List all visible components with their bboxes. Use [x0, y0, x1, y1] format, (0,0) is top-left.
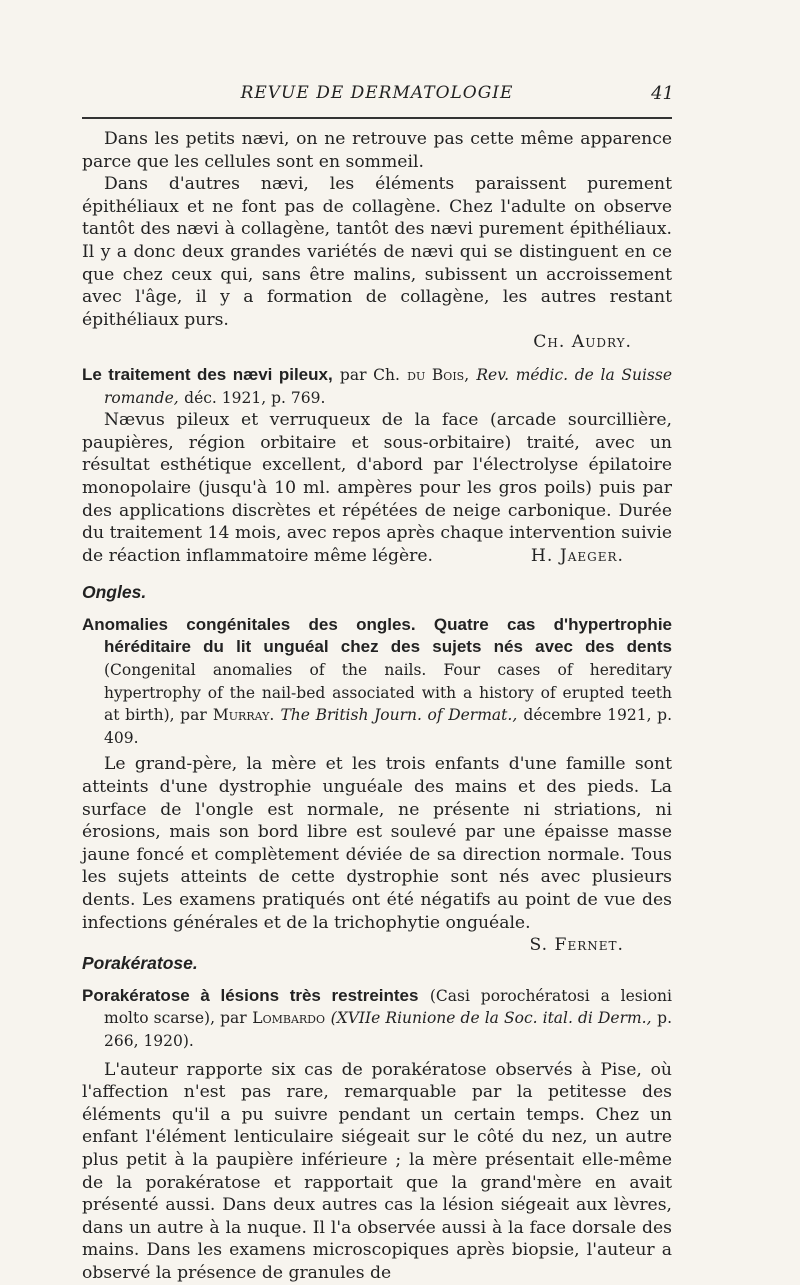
section-heading-ongles: Ongles. — [82, 582, 147, 603]
article-body-text: Nævus pileux et verruqueux de la face (arcade sourcillière, paupières, région orbitaire et sous-orbitaire) traité, avec un résultat esthétique excellent, d'abord par l'électrolyse épilatoire monopolaire (jusqu'à 10 ml. ampères pour les gros poils) puis par des applications discrètes et répétées de neige carbonique. Durée du traitement 14 mois, avec repos après chaque intervention suivie de réaction inflammatoire même légère. — [82, 410, 672, 566]
page-content — [82, 128, 672, 1285]
article-author: du Bois, — [407, 365, 470, 384]
article-header-naevi — [82, 364, 672, 409]
signature-jaeger: H. Jaeger. — [530, 545, 624, 566]
intro-paragraph-2: Dans d'autres nævi, les éléments paraissent purement épithéliaux et ne font pas de collagène. Chez l'adulte on observe tantôt des nævi à collagène, tantôt des nævi purement épithéliaux. Il y a donc deux grandes variétés de nævi qui se distinguent en ce que chez ceux qui, sans être malins, subissent un accroissement avec l'âge, il y a formation de collagène, les autres restant épithéliaux purs. — [82, 174, 672, 330]
article-date: décembre 1921, p. 409. — [104, 706, 673, 747]
article-header-ongles — [82, 614, 672, 750]
article-date: p. 266, 1920). — [104, 1009, 673, 1050]
section-heading-porakeratose: Porakératose. — [82, 953, 198, 974]
article-header-porakeratose — [82, 985, 672, 1053]
article-body-porakeratose: L'auteur rapporte six cas de porakératose observés à Pise, où l'affection n'est pas rare, remarquable par la petitesse des éléments qu'il a pu suivre pendant un certain temps. Chez un enfant l'élément lenticulaire siégeait sur le côté du nez, un autre plus petit à la paupière inférieure ; la mère présentait elle-même de la porakératose et rapportait que la grand'mère en avait présenté aussi. Dans deux autres cas la lésion siégeait aux lèvres, dans un autre à la nuque. Il l'a observée aussi à la face dorsale des mains. Dans les examens microscopiques après biopsie, l'auteur a observé la présence de granules de — [82, 1059, 672, 1283]
article-body-naevi — [82, 409, 672, 567]
article-title-porakeratose: Porakératose à lésions très restreintes — [82, 985, 419, 1005]
article-reference: (Congenital anomalies of the nails. Four cases of hereditary hypertrophy of the nail-bed associated with a history of erupted teeth at birth), par — [104, 661, 672, 725]
article-date: déc. 1921, p. 769. — [184, 388, 326, 407]
header-rule — [82, 117, 672, 119]
article-title-ongles: Anomalies congénitales des ongles. Quatre cas d'hypertrophie héréditaire du lit unguéal chez des sujets nés avec des dents — [82, 614, 672, 657]
article-author-prefix: par Ch. — [339, 365, 400, 384]
page-number: 41 — [651, 83, 674, 104]
article-reference: (Casi porochératosi a lesioni molto scarse), par — [104, 986, 672, 1028]
article-title-naevi: Le traitement des nævi pileux, — [82, 364, 333, 384]
article-journal: (XVIIe Riunione de la Soc. ital. di Derm., — [330, 1009, 652, 1028]
article-journal: The British Journ. of Dermat., — [280, 706, 518, 725]
page-header — [82, 83, 672, 111]
running-title: REVUE DE DERMATOLOGIE — [240, 83, 514, 103]
article-author: Lombardo — [252, 1009, 326, 1028]
article-journal: Rev. médic. de la Suisse romande, — [104, 365, 673, 407]
article-body-text: Le grand-père, la mère et les trois enfants d'une famille sont atteints d'une dystrophie unguéale des mains et des pieds. La surface de l'ongle est normale, ne présente ni striations, ni érosions, mais son bord libre est soulevé par une épaisse masse jaune foncé et complètement déviée de sa direction normale. Tous les sujets atteints de cette dystrophie sont nés avec plusieurs dents. Les examens pratiqués ont été négatifs au point de vue des infections générales et de la trichophytie onguéale. — [82, 754, 672, 933]
article-author: Murray. — [212, 706, 275, 725]
signature-audry: Ch. Audry. — [533, 332, 632, 353]
intro-paragraph-1: Dans les petits nævi, on ne retrouve pas cette même apparence parce que les cellules sont en sommeil. — [82, 129, 672, 172]
article-body-ongles — [82, 753, 672, 956]
signature-fernet: S. Fernet. — [529, 935, 624, 956]
